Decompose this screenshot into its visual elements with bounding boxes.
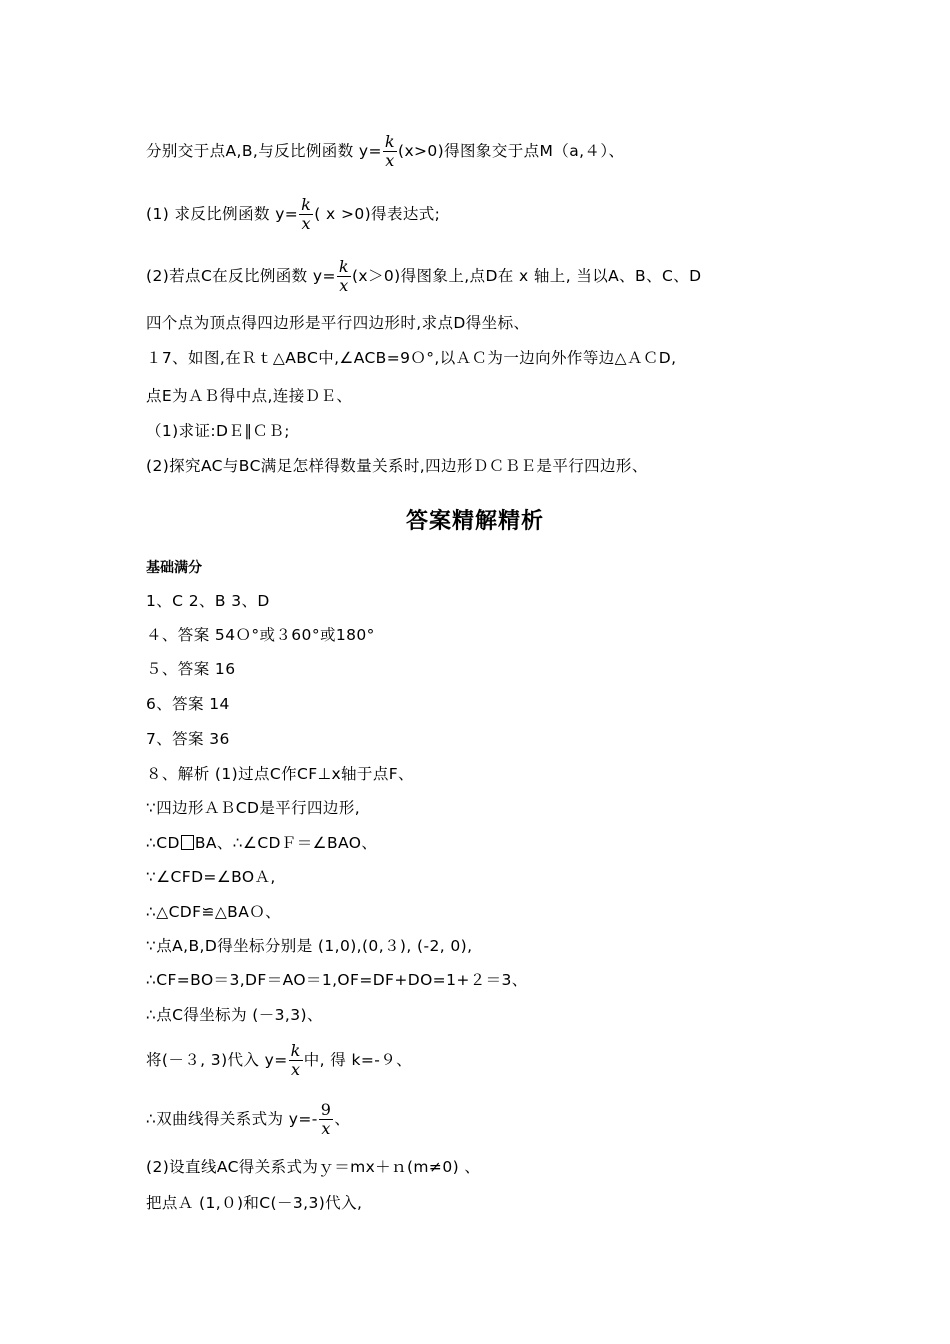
problem-17-question-1: （1)求证:DＥ∥ＣＢ;	[146, 422, 290, 440]
fraction-numerator: 9	[320, 1100, 332, 1119]
fraction-denominator: x	[339, 276, 349, 295]
answer-8-line-7: ∴CF=BO＝3,DF＝AO＝1,OF=DF+DO=1+２＝3、	[146, 971, 528, 989]
answer-8-line-9	[146, 1042, 412, 1079]
text-segment: 、	[334, 1110, 351, 1128]
fraction-denominator: x	[290, 1060, 301, 1079]
answer-8-line-1: ８、解析 (1)过点C作CF⊥x轴于点F、	[146, 765, 414, 783]
question-1	[146, 196, 440, 233]
text-segment: ( x >0)得表达式;	[314, 205, 441, 223]
answer-8-line-11: (2)设直线AC得关系式为ｙ＝mx＋ｎ(m≠0) 、	[146, 1158, 481, 1176]
answer-1-3: 1、C 2、B 3、D	[146, 592, 270, 610]
fraction-k-over-x	[299, 196, 313, 233]
fraction-k-over-x	[383, 133, 397, 170]
answer-7: 7、答案 36	[146, 730, 230, 748]
answer-8-line-2: ∵四边形ＡＢCD是平行四边形,	[146, 799, 361, 817]
problem-17-question-2: (2)探究AC与BC满足怎样得数量关系时,四边形ＤＣＢＥ是平行四边形、	[146, 457, 648, 475]
problem-line-1	[146, 133, 624, 170]
text-segment: 分别交于点A,B,与反比例函数 y=	[146, 142, 382, 160]
text-segment: (x＞0)得图象上,点D在 x 轴上, 当以A、B、C、D	[351, 267, 702, 285]
fraction-k-over-x	[289, 1042, 303, 1079]
question-2	[146, 258, 701, 295]
fraction-9-over-x	[319, 1101, 334, 1138]
fraction-numerator: k	[338, 257, 349, 276]
missing-glyph-box-icon	[181, 835, 194, 850]
text-segment: 中, 得 k=-９、	[303, 1051, 413, 1069]
text-segment: (2)若点C在反比例函数 y=	[146, 267, 336, 285]
fraction-denominator: x	[321, 1119, 331, 1138]
problem-17-line-1: １7、如图,在Ｒｔ△ABC中,∠ACB=9Ｏ°,以ＡＣ为一边向外作等边△ＡＣD,	[146, 349, 677, 367]
text-segment: (1) 求反比例函数 y=	[146, 205, 299, 223]
answer-8-line-10	[146, 1101, 350, 1138]
answer-8-line-8: ∴点C得坐标为 (－3,3)、	[146, 1006, 323, 1024]
answer-8-line-12: 把点Ａ (1,０)和C(－3,3)代入,	[146, 1194, 363, 1212]
fraction-denominator: x	[385, 151, 395, 170]
answer-8-line-6: ∵点A,B,D得坐标分别是 (1,0),(0,３), (-2, 0),	[146, 937, 473, 955]
problem-17-line-2: 点E为ＡＢ得中点,连接ＤＥ、	[146, 387, 353, 405]
answer-6: 6、答案 14	[146, 695, 230, 713]
text-segment: 将(－３, 3)代入 y=	[146, 1051, 288, 1069]
fraction-k-over-x	[337, 258, 351, 295]
fraction-numerator: k	[301, 195, 312, 214]
answer-8-line-5: ∴△CDF≌△BAＯ、	[146, 903, 281, 921]
fraction-numerator: k	[384, 132, 395, 151]
answer-8-line-3	[146, 833, 377, 853]
section-heading: 基础满分	[146, 560, 202, 576]
text-segment: ∴双曲线得关系式为 y=-	[146, 1110, 318, 1128]
fraction-numerator: k	[290, 1041, 301, 1060]
text-segment: (x>0)得图象交于点M（a,４）、	[398, 142, 625, 160]
answers-title: 答案精解精析	[405, 509, 544, 534]
text-segment: ∴CD	[146, 834, 180, 852]
text-segment: BA、∴∠CDＦ＝∠BAO、	[194, 834, 378, 852]
question-2-continued: 四个点为顶点得四边形是平行四边形时,求点D得坐标、	[146, 314, 530, 332]
answer-5: ５、答案 16	[146, 660, 236, 678]
answer-8-line-4: ∵∠CFD=∠BOＡ,	[146, 868, 276, 886]
answer-4: ４、答案 54Ｏ°或３60°或180°	[146, 626, 375, 644]
fraction-denominator: x	[301, 214, 311, 233]
